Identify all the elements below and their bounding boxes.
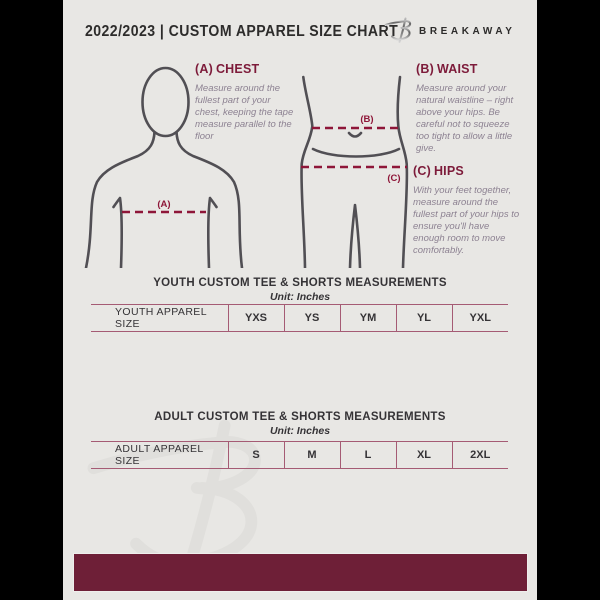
instruction-chest-text: Measure around the fullest part of your chest, keeping the tape measure parallel to the floor: [195, 83, 294, 142]
size-column-header: S: [228, 442, 284, 469]
size-header-row: [91, 305, 508, 332]
adult-size-table: [91, 441, 508, 469]
breakaway-logo-icon: [383, 14, 415, 46]
size-column-header: YXL: [452, 305, 508, 332]
youth-size-table: [91, 304, 508, 332]
instruction-hips-text: With your feet together, measure around the fullest part of your hips to ensure you'll have enough room to move comfortably.: [413, 185, 520, 256]
left-armpit-line: [114, 198, 122, 268]
head-outline: [143, 68, 189, 136]
size-column-header: YM: [340, 305, 396, 332]
adult-section-title: ADULT CUSTOM TEE & SHORTS MEASUREMENTS: [154, 411, 446, 423]
instruction-waist-text: Measure around your natural waistline – right above your hips. Be careful not to squeeze too tight to allow a little give.: [416, 83, 514, 154]
navel-mark: [349, 133, 361, 137]
apparel-size-label: ADULT APPAREL SIZE: [91, 442, 228, 469]
size-column-header: 2XL: [452, 442, 508, 469]
instruction-chest: [195, 62, 295, 143]
size-header-row: [91, 442, 508, 469]
right-armpit-line: [208, 198, 216, 268]
size-column-header: M: [284, 442, 340, 469]
size-column-header: YL: [396, 305, 452, 332]
letterbox-left: [0, 0, 63, 600]
inner-leg-lines: [350, 205, 360, 268]
lower-body-figure: [295, 72, 412, 268]
youth-section-title: YOUTH CUSTOM TEE & SHORTS MEASUREMENTS: [153, 277, 447, 289]
footer-bar: [73, 553, 528, 592]
instruction-hips-heading: (C) HIPS: [413, 164, 464, 178]
youth-unit-label: Unit: Inches: [269, 291, 331, 303]
letterbox-right: [537, 0, 600, 600]
instruction-waist: [416, 62, 518, 155]
size-column-header: YS: [284, 305, 340, 332]
adult-unit-label: Unit: Inches: [269, 425, 331, 437]
size-column-header: YXS: [228, 305, 284, 332]
size-chart-page: [63, 0, 537, 600]
brand-name: BREAKAWAY: [419, 26, 516, 37]
instruction-hips: [413, 164, 523, 257]
waistband-curve: [313, 149, 399, 157]
waist-marker-label: (B): [360, 114, 374, 125]
size-column-header: L: [340, 442, 396, 469]
left-hip-outline: [301, 77, 312, 268]
page-title: 2022/2023 | CUSTOM APPAREL SIZE CHART: [85, 23, 399, 40]
hips-marker-label: (C): [387, 173, 401, 184]
apparel-size-label: YOUTH APPAREL SIZE: [91, 305, 228, 332]
instruction-chest-heading: (A) CHEST: [195, 62, 260, 76]
instruction-waist-heading: (B) WAIST: [416, 62, 478, 76]
size-column-header: XL: [396, 442, 452, 469]
chest-marker-label: (A): [157, 199, 171, 210]
